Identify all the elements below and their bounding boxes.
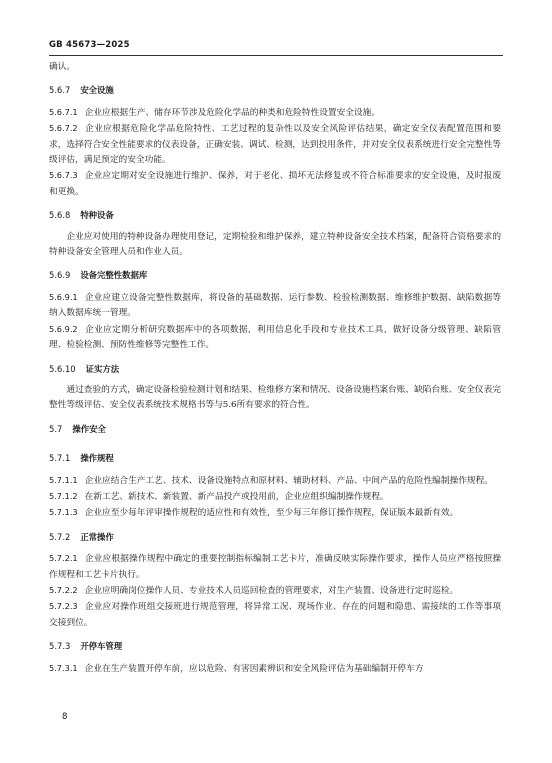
section-number: 5.6.10 [49, 363, 76, 374]
clause-text: 企业应根据危险化学品危险特性、工艺过程的复杂性以及安全风险评估结果，确定安全仪表配置范围和要求，选择符合安全性能要求的仪表设备，正确安装、调试、检测，达到投用条件，并对安全仪表系统进行安全完整性等级评估，满足预定的安全功能。 [49, 124, 501, 166]
clause-text: 企业应定期对安全设施进行维护、保养，对于老化、损坏无法修复或不符合标准要求的安全设施，及时报废和更换。 [49, 171, 501, 197]
section-number: 5.6.9 [49, 270, 71, 281]
clause-number: 5.6.9.1 [49, 291, 78, 302]
body-paragraph: 通过查验的方式，确定设备检验检测计划和结果、检维修方案和情况、设备设施档案台账、缺陷台账、安全仪表完整性等级评估、安全仪表系统技术规格书等与5.6所有要求的符合性。 [49, 384, 501, 411]
numbered-clause [49, 661, 501, 677]
numbered-clause [49, 551, 501, 583]
section-heading [49, 530, 501, 545]
numbered-clause [49, 168, 501, 200]
numbered-clause [49, 505, 501, 521]
numbered-clause [49, 290, 501, 322]
section-title: 开停车管理 [80, 641, 123, 652]
continuation-text: 确认。 [49, 62, 76, 72]
clause-number: 5.6.7.1 [49, 106, 78, 117]
clause-text: 企业应结合生产工艺、技术、设备设施特点和原材料、辅助材料、产品、中间产品的危险性编制操作规程。 [84, 475, 493, 486]
numbered-clause [49, 473, 501, 489]
clause-number: 5.7.1.2 [49, 490, 78, 501]
clause-number: 5.7.3.1 [49, 662, 78, 673]
section-heading [49, 362, 501, 377]
section-title: 正常操作 [80, 531, 114, 542]
document-body [49, 60, 501, 677]
section-heading [49, 422, 501, 437]
section-number: 5.6.8 [49, 210, 71, 221]
page-number: 8 [62, 712, 68, 722]
clause-number: 5.6.9.2 [49, 323, 78, 334]
numbered-clause [49, 121, 501, 168]
numbered-clause [49, 599, 501, 631]
numbered-clause [49, 489, 501, 505]
clause-number: 5.7.1.3 [49, 507, 78, 518]
section-title: 操作规程 [80, 453, 114, 464]
clause-text: 企业应至少每年评审操作规程的适应性和有效性，至少每三年修订操作规程，保证版本最新有效。 [84, 508, 459, 519]
clause-text: 在新工艺、新技术、新装置、新产品投产或投用前，企业应组织编制操作规程。 [84, 491, 389, 502]
section-number: 5.7.1 [49, 453, 71, 464]
clause-number: 5.7.2.3 [49, 601, 78, 612]
clause-text: 企业应根据生产、储存环节涉及危险化学品的种类和危险特性设置安全设施。 [84, 107, 381, 118]
numbered-clause [49, 322, 501, 354]
clause-text: 企业应定期分析研究数据库中的各项数据，利用信息化手段和专业技术工具，做好设备分级管理、缺陷管理、检验检测、预防性维修等完整性工作。 [49, 324, 501, 351]
section-number: 5.7 [49, 423, 63, 434]
clause-text: 企业应明确岗位操作人员、专业技术人员巡回检查的管理要求，对生产装置、设备进行定时巡检。 [84, 585, 459, 596]
section-title: 安全设施 [80, 85, 114, 96]
body-paragraph: 企业应对使用的特种设备办理使用登记，定期检验和维护保养，建立特种设备安全技术档案，配备符合资格要求的特种设备安全管理人员和作业人员。 [49, 231, 501, 258]
section-number: 5.6.7 [49, 85, 71, 96]
clause-text: 企业应对操作班组交接班进行规范管理，将异常工况、现场作业、存在的问题和隐患、需接续的工作等事项交接到位。 [49, 602, 501, 628]
numbered-clause [49, 583, 501, 599]
section-title: 特种设备 [80, 210, 114, 221]
clause-number: 5.7.1.1 [49, 474, 78, 485]
clause-text: 企业应根据操作规程中确定的重要控制指标编制工艺卡片，准确反映实际操作要求，操作人员应严格按照操作规程和工艺卡片执行。 [49, 554, 501, 580]
clause-number: 5.6.7.2 [49, 123, 78, 134]
section-number: 5.7.3 [49, 641, 71, 652]
standard-code-header: GB 45673—2025 [49, 40, 130, 50]
clause-number: 5.7.2.1 [49, 553, 78, 564]
section-heading [49, 83, 501, 98]
header-rule [49, 55, 503, 56]
section-number: 5.7.2 [49, 531, 71, 542]
section-title: 操作安全 [72, 423, 106, 434]
section-heading [49, 639, 501, 654]
clause-number: 5.6.7.3 [49, 170, 78, 181]
clause-text: 企业应建立设备完整性数据库，将设备的基础数据、运行参数、检验检测数据、维修维护数据、缺陷数据等纳入数据库统一管理。 [49, 292, 501, 319]
section-title: 设备完整性数据库 [80, 270, 148, 281]
section-title: 证实方法 [85, 363, 120, 374]
clause-text: 企业在生产装置开停车前，应以危险、有害因素辨识和安全风险评估为基础编制开停车方 [84, 663, 424, 674]
section-heading [49, 451, 501, 466]
numbered-clause [49, 105, 501, 121]
clause-number: 5.7.2.2 [49, 584, 78, 595]
section-heading [49, 268, 501, 283]
section-heading [49, 208, 501, 223]
